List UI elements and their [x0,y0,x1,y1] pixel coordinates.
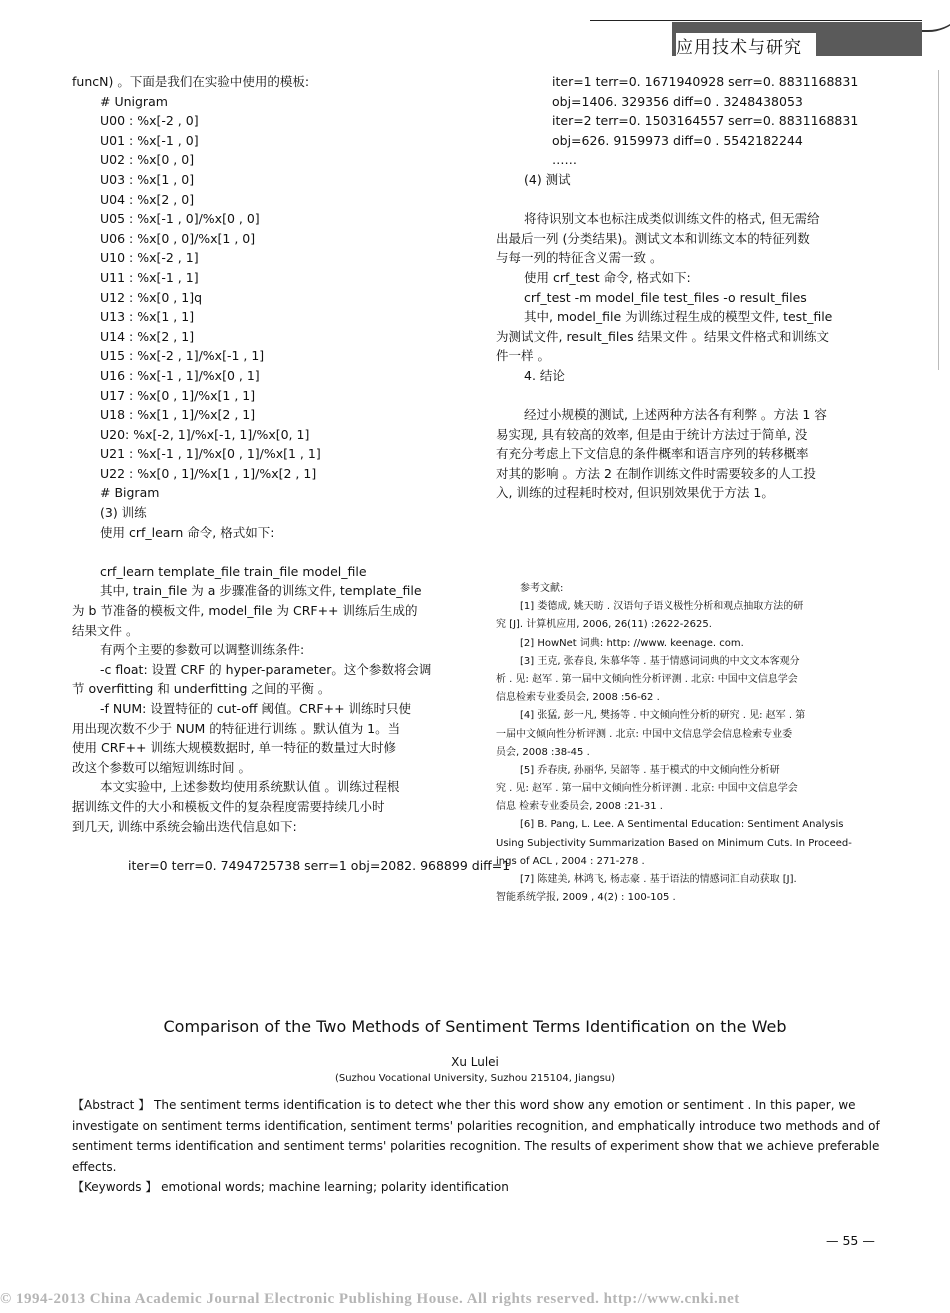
text-line: 入, 训练的过程耗时校对, 但识别效果优于方法 1。 [496,485,774,501]
text-line: # Bigram [100,485,160,501]
text-line: 使用 CRF++ 训练大规模数据时, 单一特征的数量过大时修 [72,740,396,756]
text-line: 究 . 见: 赵军 . 第一届中文倾向性分析评测 . 北京: 中国中文信息学会 [496,783,798,795]
text-line: 有两个主要的参数可以调整训练条件: [100,642,305,658]
text-line: …… [552,152,577,168]
text-line: 信息 检索专业委员会, 2008 :21-31 . [496,801,663,813]
text-line: U18 : %x[1 , 1]/%x[2 , 1] [100,407,256,423]
page-edge-line [938,70,939,370]
text-line: 为测试文件, result_files 结果文件 。结果文件格式和训练文 [496,328,830,344]
text-line: obj=626. 9159973 diff=0 . 5542182244 [552,132,803,148]
text-line: [2] HowNet 词典: http: //www. keenage. com. [520,637,744,649]
text-line: (4) 测试 [524,171,571,187]
text-line: obj=1406. 329356 diff=0 . 3248438053 [552,93,803,109]
text-line: U17 : %x[0 , 1]/%x[1 , 1] [100,387,256,403]
text-line: 出最后一列 (分类结果)。测试文本和训练文本的特征列数 [496,230,810,246]
text-line: 结果文件 。 [72,622,139,638]
text-line: U03 : %x[1 , 0] [100,171,195,187]
text-line: U14 : %x[2 , 1] [100,328,195,344]
english-author: Xu Lulei [451,1055,499,1069]
text-line: 使用 crf_learn 命令, 格式如下: [100,524,275,540]
text-line: U05 : %x[-1 , 0]/%x[0 , 0] [100,211,260,227]
text-line: [5] 乔春庚, 孙丽华, 吴韶等 . 基于模式的中文倾向性分析研 [520,764,780,776]
text-line: 析 . 见: 赵军 . 第一届中文倾向性分析评测 . 北京: 中国中文信息学会 [496,673,798,685]
text-line: 4. 结论 [524,367,565,383]
text-line: 易实现, 具有较高的效率, 但是由于统计方法过于简单, 没 [496,426,808,442]
text-line: U16 : %x[-1 , 1]/%x[0 , 1] [100,367,260,383]
abstract-line: 【Abstract 】 The sentiment terms identification is to detect whe ther this word show any emotion or sentiment . In this paper, we [72,1098,856,1112]
text-line: iter=2 terr=0. 1503164557 serr=0. 8831168831 [552,113,859,129]
text-line: 用出现次数不少于 NUM 的特征进行训练 。默认值为 1。当 [72,720,401,736]
text-line: iter=1 terr=0. 1671940928 serr=0. 8831168831 [552,74,859,89]
text-line: 其中, train_file 为 a 步骤准备的训练文件, template_file [100,583,422,599]
text-line: -f NUM: 设置特征的 cut-off 阈值。CRF++ 训练时只使 [100,701,412,716]
text-line: 与每一列的特征含义需一致 。 [496,250,663,266]
abstract-line: sentiment terms identification and sentiment terms' polarities recognition. The results of experiment show that we achieve preferable [72,1139,880,1154]
text-line: U22 : %x[0 , 1]/%x[1 , 1]/%x[2 , 1] [100,465,317,481]
text-line: U20: %x[-2, 1]/%x[-1, 1]/%x[0, 1] [100,426,310,442]
right-column [496,72,858,503]
text-line: (3) 训练 [100,505,147,521]
text-line: [7] 陈建美, 林鸿飞, 杨志豪 . 基于语法的情感词汇自动获取 [J]. [520,874,797,885]
text-line: U12 : %x[0 , 1]q [100,289,203,305]
header-section-title: 应用技术与研究 [676,33,816,63]
left-column [72,72,510,875]
text-line: U00 : %x[-2 , 0] [100,113,199,129]
text-line: 到几天, 训练中系统会输出迭代信息如下: [72,818,297,834]
text-line: 参考文献: [520,583,564,594]
english-abstract [72,1095,892,1198]
text-line: 究 [J]. 计算机应用, 2006, 26(11) :2622-2625. [496,619,712,631]
text-line: ings of ACL , 2004 : 271-278 . [496,855,645,867]
text-line: U15 : %x[-2 , 1]/%x[-1 , 1] [100,348,265,364]
text-line: U01 : %x[-1 , 0] [100,132,199,148]
text-line: 对其的影响 。方法 2 在制作训练文件时需要较多的人工投 [496,465,816,481]
text-line: # Unigram [100,93,168,109]
text-line [496,386,858,406]
text-line: 其中, model_file 为训练过程生成的模型文件, test_file [524,309,833,325]
text-line: 本文实验中, 上述参数均使用系统默认值 。训练过程根 [100,779,400,795]
text-line: 节 overfitting 和 underfitting 之间的平衡 。 [72,681,331,697]
text-line: [1] 娄德成, 姚天昉 . 汉语句子语义极性分析和观点抽取方法的研 [520,601,804,613]
text-line [72,836,510,856]
text-line [496,190,858,210]
text-line: U11 : %x[-1 , 1] [100,269,199,285]
abstract-line: investigate on sentiment terms identification, sentiment terms' polarities recognition, and emphatically introduce two methods and of [72,1118,880,1133]
text-line: U04 : %x[2 , 0] [100,191,195,207]
text-line: 使用 crf_test 命令, 格式如下: [524,269,691,285]
text-line: 一届中文倾向性分析评测 . 北京: 中国中文信息学会信息检索专业委 [496,728,793,740]
text-line: 员会, 2008 :38-45 . [496,746,590,758]
english-title: Comparison of the Two Methods of Sentiment Terms Identification on the Web [163,1017,787,1036]
text-line: U02 : %x[0 , 0] [100,152,195,168]
text-line: 有充分考虑上下文信息的条件概率和语言序列的转移概率 [496,446,809,462]
text-line: U13 : %x[1 , 1] [100,309,195,325]
abstract-line: effects. [72,1159,117,1174]
english-affiliation: (Suzhou Vocational University, Suzhou 215104, Jiangsu) [334,1073,616,1084]
header-rule [590,20,922,21]
text-line: iter=0 terr=0. 7494725738 serr=1 obj=2082. 968899 diff=1 [128,857,511,873]
text-line: [3] 王克, 张春良, 朱慕华等 . 基于情感词词典的中文文本客观分 [520,655,800,667]
text-line: 经过小规模的测试, 上述两种方法各有利弊 。方法 1 容 [524,407,827,423]
text-line: 智能系统学报, 2009 , 4(2) : 100-105 . [496,892,676,904]
text-line: 为 b 节准备的模板文件, model_file 为 CRF++ 训练后生成的 [72,603,418,619]
watermark: © 1994-2013 China Academic Journal Electronic Publishing House. All rights reserved. http://www.cnki.net [0,1291,740,1307]
text-line: 件一样 。 [496,348,550,364]
text-line: funcN) 。下面是我们在实验中使用的模板: [72,74,310,89]
text-line: U10 : %x[-2 , 1] [100,250,199,266]
text-line: [6] B. Pang, L. Lee. A Sentimental Education: Sentiment Analysis [520,819,844,831]
text-line: -c float: 设置 CRF 的 hyper-parameter。这个参数将会调 [100,661,432,677]
text-line: 据训练文件的大小和模板文件的复杂程度需要持续几小时 [72,798,385,814]
text-line: crf_learn template_file train_file model_file [100,563,367,579]
text-line [72,542,510,562]
text-line: 信息检索专业委员会, 2008 :56-62 . [496,692,660,704]
text-line: 将待识别文本也标注成类似训练文件的格式, 但无需给 [524,211,820,227]
text-line: U06 : %x[0 , 0]/%x[1 , 0] [100,230,256,246]
text-line: [4] 张猛, 彭一凡, 樊扬等 . 中文倾向性分析的研究 . 见: 赵军 . 第 [520,710,806,722]
text-line: Using Subjectivity Summarization Based on Minimum Cuts. In Proceed- [496,837,852,849]
keywords-line: 【Keywords 】 emotional words; machine learning; polarity identification [72,1180,509,1195]
text-line: U21 : %x[-1 , 1]/%x[0 , 1]/%x[1 , 1] [100,446,321,462]
page-number: — 55 — [826,1233,875,1248]
references-list [496,580,852,907]
text-line: 改这个参数可以缩短训练时间 。 [72,759,251,775]
text-line: crf_test -m model_file test_files -o result_files [524,289,807,305]
